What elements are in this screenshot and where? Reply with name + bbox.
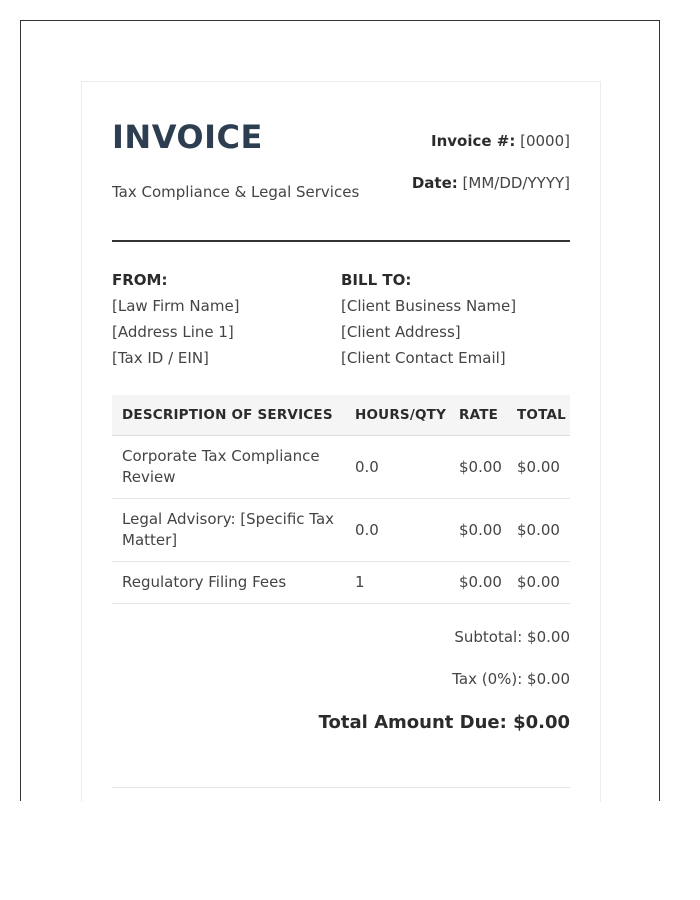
invoice-date-label: Date: bbox=[411, 174, 458, 192]
invoice-date bbox=[412, 174, 570, 192]
total-amount-due: Total Amount Due: $0.00 bbox=[318, 712, 570, 733]
header-rate: RATE bbox=[449, 395, 507, 436]
bill-to-email: [Client Contact Email] bbox=[341, 349, 506, 367]
from-block bbox=[112, 267, 240, 371]
footer-divider bbox=[112, 787, 570, 788]
header-description: DESCRIPTION OF SERVICES bbox=[112, 395, 345, 436]
bill-to-block bbox=[341, 267, 516, 371]
row-total: $0.00 bbox=[507, 499, 570, 562]
bill-to-address: [Client Address] bbox=[341, 323, 461, 341]
from-firm-name: [Law Firm Name] bbox=[112, 297, 240, 315]
table-header-row bbox=[112, 395, 570, 436]
table-row bbox=[112, 562, 570, 604]
row-rate: $0.00 bbox=[449, 436, 507, 499]
from-title: FROM: bbox=[112, 271, 168, 289]
table-row bbox=[112, 499, 570, 562]
invoice-title: INVOICE bbox=[112, 118, 263, 156]
row-description: Regulatory Filing Fees bbox=[112, 562, 345, 604]
subtotal: Subtotal: $0.00 bbox=[454, 628, 570, 646]
row-description: Legal Advisory: [Specific Tax Matter] bbox=[112, 499, 345, 562]
row-total: $0.00 bbox=[507, 436, 570, 499]
invoice-date-value: [MM/DD/YYYY] bbox=[462, 174, 570, 192]
invoice-subtitle: Tax Compliance & Legal Services bbox=[112, 183, 360, 201]
header-divider bbox=[112, 240, 570, 242]
bill-to-client-name: [Client Business Name] bbox=[341, 297, 517, 315]
header-hours-qty: HOURS/QTY bbox=[345, 395, 449, 436]
bill-to-title: BILL TO: bbox=[341, 271, 412, 289]
row-qty: 0.0 bbox=[345, 499, 449, 562]
from-address: [Address Line 1] bbox=[112, 323, 234, 341]
tax-line: Tax (0%): $0.00 bbox=[452, 670, 570, 688]
row-rate: $0.00 bbox=[449, 499, 507, 562]
invoice-number-label: Invoice #: bbox=[430, 132, 516, 150]
row-rate: $0.00 bbox=[449, 562, 507, 604]
services-table bbox=[112, 395, 570, 604]
header-total: TOTAL bbox=[507, 395, 570, 436]
invoice-number-value: [0000] bbox=[520, 132, 570, 150]
table-row bbox=[112, 436, 570, 499]
row-qty: 1 bbox=[345, 562, 449, 604]
row-qty: 0.0 bbox=[345, 436, 449, 499]
from-tax-id: [Tax ID / EIN] bbox=[112, 349, 209, 367]
invoice-number bbox=[431, 132, 570, 150]
row-total: $0.00 bbox=[507, 562, 570, 604]
row-description: Corporate Tax Compliance Review bbox=[112, 436, 345, 499]
